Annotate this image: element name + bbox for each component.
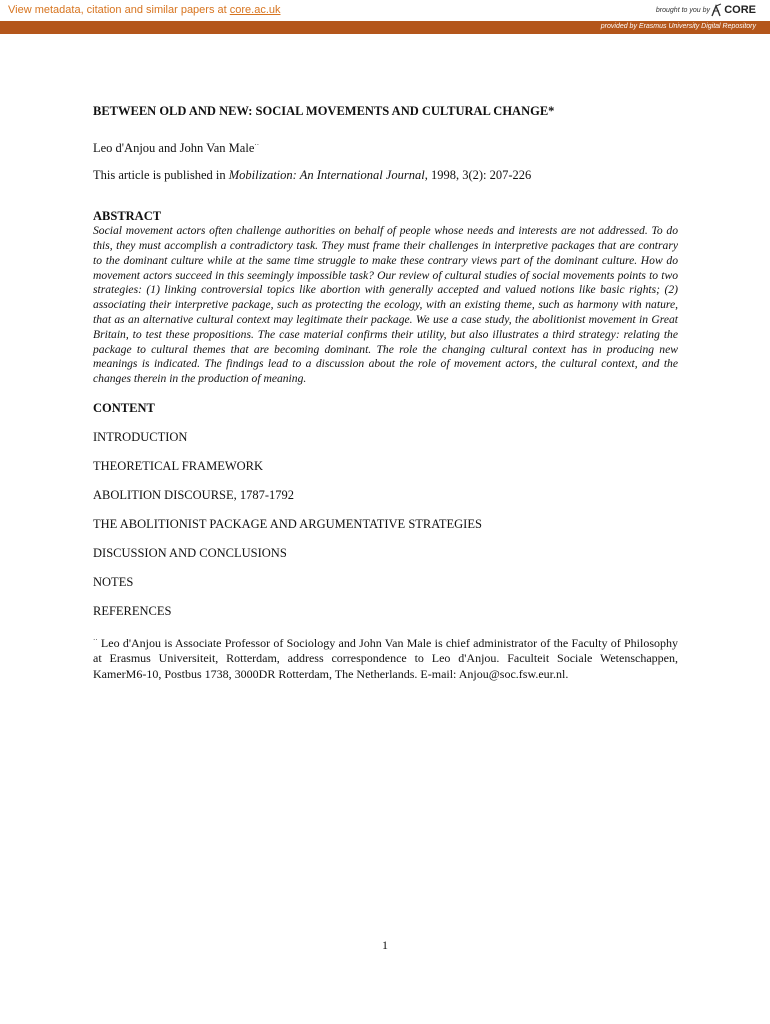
core-metadata-link[interactable]	[8, 4, 281, 16]
provider-bar	[0, 21, 770, 34]
page-number: 1	[382, 938, 388, 952]
core-logo-icon	[710, 3, 722, 17]
brought-by-label: brought to you by	[655, 7, 710, 14]
core-logo-text: CORE	[724, 4, 756, 16]
toc-item: THE ABOLITIONIST PACKAGE AND ARGUMENTATIVE STRATEGIES	[93, 516, 482, 531]
footnote-mark: ··	[93, 635, 98, 644]
toc-item: ABOLITION DISCOURSE, 1787-1792	[93, 487, 295, 502]
core-banner	[0, 0, 770, 21]
toc-item: REFERENCES	[93, 603, 172, 618]
publication-note	[93, 168, 678, 183]
toc-item: INTRODUCTION	[93, 429, 188, 444]
core-link-prefix: View metadata, citation and similar papers at	[8, 4, 230, 16]
core-link-domain: core.ac.uk	[229, 4, 281, 16]
content-heading: CONTENT	[93, 400, 155, 415]
core-logo[interactable]	[710, 2, 756, 18]
paper-title: BETWEEN OLD AND NEW: SOCIAL MOVEMENTS AND CULTURAL CHANGE*	[93, 104, 555, 118]
footnote-text: Leo d'Anjou is Associate Professor of Sociology and John Van Male is chief administrator of the Faculty of Philosophy at Erasmus Universiteit, Rotterdam, address correspondence to Leo d'Anjou. Faculteit Sociale Wetenschappen, KamerM6-10, Postbus 1738, 3000DR Rotterdam, The Netherlands. E-mail: Anjou@soc.fsw.eur.nl.	[93, 635, 678, 681]
abstract-heading: ABSTRACT	[93, 209, 162, 224]
journal-name: Mobilization: An International Journal	[228, 168, 425, 183]
pub-suffix: , 1998, 3(2): 207-226	[424, 168, 532, 183]
author-footnote-mark: ··	[254, 141, 260, 149]
pub-prefix: This article is published in	[93, 168, 229, 183]
toc-item: DISCUSSION AND CONCLUSIONS	[93, 545, 287, 560]
toc-item: NOTES	[93, 574, 134, 589]
authors-text: Leo d'Anjou and John Van Male	[93, 141, 255, 156]
abstract-body: Social movement actors often challenge authorities on behalf of people whose needs and interests are not addressed. To do this, they must accomplish a contradictory task. They must frame their challenges in interpretive packages that are contrary to the dominant culture while at the same time struggle to make these contrary views part of the dominant culture. How do movement actors succeed in this seemingly impossible task? Our review of cultural studies of social movements points to two strategies: (1) linking controversial topics like abortion with generally accepted and valued notions like basic rights; (2) associating their interpretive package, such as protecting the ecology, with an existing theme, such as harmony with nature, that as an alternative cultural context may legitimate their package. We use a case study, the abolitionist movement in Great Britain, to test these propositions. The case material confirms their utility, but also illustrates a third strategy: relating the package to cultural themes that are becoming dominant. The role the changing cultural context has in producing new meanings is indicated. The findings lead to a discussion about the role of movement actors, the cultural context, and the changes therein in the production of meaning.	[93, 224, 678, 386]
author-footnote	[93, 633, 678, 683]
toc-item: THEORETICAL FRAMEWORK	[93, 458, 264, 473]
paper-authors	[93, 141, 678, 156]
table-of-contents	[93, 430, 678, 619]
provided-by-label: provided by Erasmus University Digital Repository	[600, 23, 756, 30]
paper-page	[93, 104, 678, 682]
